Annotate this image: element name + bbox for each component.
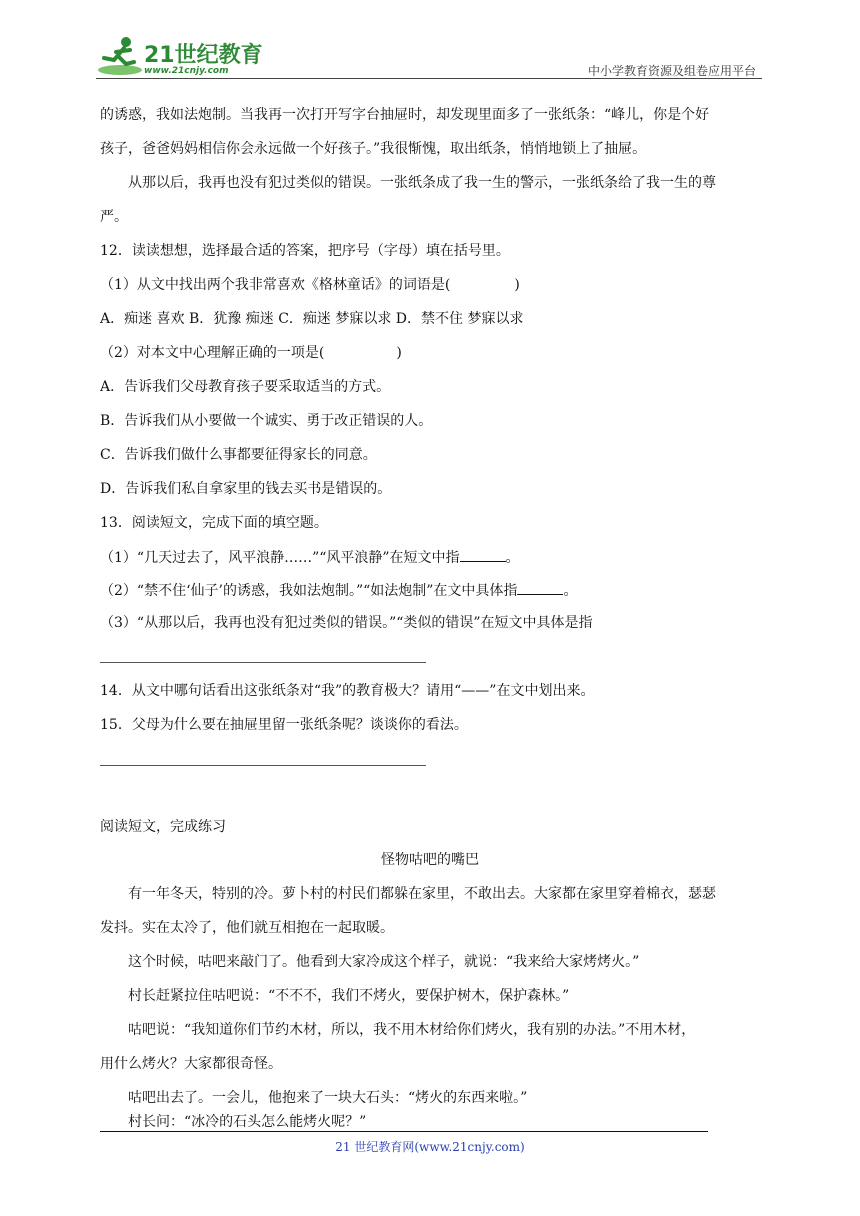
site-logo: [96, 30, 263, 82]
question-12-sub1: （1）从文中找出两个我非常喜欢《格林童话》的词语是( ): [100, 277, 520, 293]
question-13-sub1: （1）“几天过去了，风平浪静……”“风平浪静”在短文中指 。: [100, 547, 520, 568]
question-14: 14．从文中哪句话看出这张纸条对“我”的教育极大？请用“——”在文中划出来。: [100, 683, 595, 699]
question-12-title: 12．读读想想，选择最合适的答案，把序号（字母）填在括号里。: [100, 243, 510, 259]
passage-line: 的诱惑，我如法炮制。当我再一次打开写字台抽屉时，却发现里面多了一张纸条：“峰儿，你是个好: [100, 107, 710, 123]
footer-link[interactable]: 21 世纪教育网(www.21cnjy.com): [335, 1140, 525, 1154]
passage-line: 孩子，爸爸妈妈相信你会永远做一个好孩子。”我很惭愧，取出纸条，悄悄地锁上了抽屉。: [100, 141, 647, 157]
answer-blank[interactable]: [517, 580, 563, 595]
story-line: 村长问：“冰冷的石头怎么能烤火呢？”: [128, 1114, 367, 1130]
answer-blank[interactable]: [460, 547, 506, 562]
story-line: 这个时候，咕吧来敲门了。他看到大家冷成这个样子，就说：“我来给大家烤烤火。”: [128, 954, 640, 970]
question-13-title: 13．阅读短文，完成下面的填空题。: [100, 515, 328, 531]
section-instruction: 阅读短文，完成练习: [100, 819, 226, 835]
option-b: B．告诉我们从小要做一个诚实、勇于改正错误的人。: [100, 413, 433, 429]
question-12-sub2: （2）对本文中心理解正确的一项是( ): [100, 345, 402, 361]
story-line: 咕吧出去了。一会儿，他抱来了一块大石头：“烤火的东西来啦。”: [128, 1090, 528, 1106]
header-divider: [96, 78, 762, 79]
question-15: 15．父母为什么要在抽屉里留一张纸条呢？谈谈你的看法。: [100, 717, 468, 733]
footer-divider: [100, 1131, 708, 1132]
story-line: 有一年冬天，特别的冷。萝卜村的村民们都躲在家里，不敢出去。大家都在家里穿着棉衣，瑟瑟: [128, 886, 716, 902]
question-13-sub3: （3）“从那以后，我再也没有犯过类似的错误。”“类似的错误”在短文中具体是指: [100, 615, 593, 631]
question-13-sub2: （2）“禁不住‘仙子’的诱惑，我如法炮制。”“如法炮制”在文中具体指 。: [100, 580, 577, 601]
passage-line: 严。: [100, 209, 128, 225]
logo-url: www.21cnjy.com: [144, 66, 229, 76]
answer-line[interactable]: [100, 662, 426, 663]
story-line: 村长赶紧拉住咕吧说：“不不不，我们不烤火，要保护树木，保护森林。”: [128, 988, 570, 1004]
story-line: 用什么烤火？大家都很奇怪。: [100, 1056, 282, 1072]
option-d: D．告诉我们私自拿家里的钱去买书是错误的。: [100, 481, 392, 497]
runner-icon: [96, 34, 142, 78]
option-c: C．告诉我们做什么事都要征得家长的同意。: [100, 447, 377, 463]
story-line: 咕吧说：“我知道你们节约木材，所以，我不用木材给你们烤火，我有别的办法。”不用木材，: [128, 1022, 696, 1038]
platform-name: 中小学教育资源及组卷应用平台: [587, 64, 756, 78]
logo-text: 21世纪教育: [144, 43, 263, 68]
answer-line[interactable]: [100, 765, 426, 766]
passage-line: 从那以后，我再也没有犯过类似的错误。一张纸条成了我一生的警示，一张纸条给了我一生的尊: [128, 175, 716, 191]
question-12-sub1-options: A．痴迷 喜欢 B．犹豫 痴迷 C．痴迷 梦寐以求 D．禁不住 梦寐以求: [100, 311, 524, 327]
story-line: 发抖。实在太冷了，他们就互相抱在一起取暖。: [100, 920, 394, 936]
option-a: A．告诉我们父母教育孩子要采取适当的方式。: [100, 379, 391, 395]
story-title: 怪物咕吧的嘴巴: [381, 852, 479, 868]
